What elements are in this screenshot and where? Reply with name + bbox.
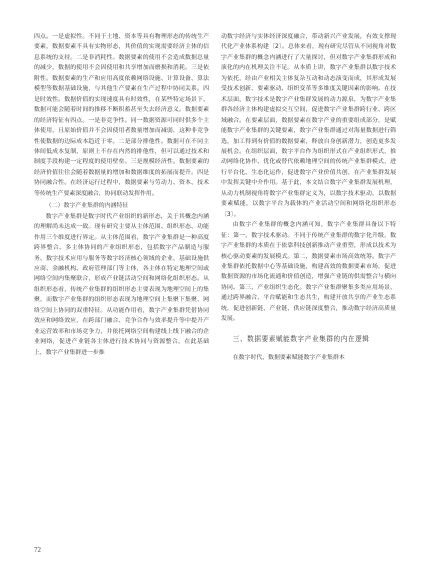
page-number: 72 [34, 546, 41, 554]
body-paragraph: 四点。一是虚拟性。不同于土地、资本等具有物理形态的传统生产要素，数据要素不具有实物形态，其价值的实现需要经济主体的信息系统的支持。二是非消耗性。数据要素的使用不会造成数据总量的减少，数据的使用不会因使用和共享增加而磨损和消耗。三是依附性。数据要素的生产和应用高度依赖网络设施、计算设备、算法模型等数据基础设施，与其他生产要素在生产过程中协同关系。四是时效性。数据价值的实现速度具有时效性，在某些特定场景下，数据可能会随着时间的推移不断积蓄甚至失去经济意义。数据要素的经济特征有四点。一是非竞争性。同一数据资源可同时供多个主体使用，且原始价值并不会因使用者数量增加而减弱，这种非竞争性使数据的边际成本趋近于零。二是部分排他性。数据可在不同主体间低成本复制，原则上不存在内然的排他性，但可以通过技术和制度手段构建一定程度的使用壁垒。三是规模经济性。数据要素的经济价值往往会随着数据量的增加和数据维度的拓展而提升。四是协同融合性。在经济运行过程中，数据要素与劳动力、资本、技术等传统生产要素深度融合，协同联动发挥作用。 [34, 34, 209, 197]
section-heading: 三、数据要素赋能数字产业集群的内在逻辑 [232, 334, 370, 343]
body-paragraph: 由数字产业集群的概念内涵可知，数字产业集群具备以下特征：第一，数字技术驱动。不同于传统产业集群的数字化升级，数字产业集群的本质在于依靠科技创新推动产业重塑，形成以技术为核心驱动要素的发展模式。第二，数据要素市场高效统筹。数字产业集群依托数据中心等基础设施，构建高效的数据要素市场，促进数据资源的市场化流通和价值创造，增强产业链的供需整合与横向协同。第三，产业组织生态化。数字产业集群聚集多类应用场景，通过跨界融合、平台赋能和生态共生，构建开放共享的产业生态系统，促进创新链、产业链、供应链深度整合，推动数字经济高质量发展。 [221, 222, 396, 323]
right-column [221, 32, 396, 363]
subsection-heading: （二）数字产业集群的内涵特征 [45, 203, 129, 210]
body-paragraph: 在数字时代，数据要素赋能数字产业集群本 [232, 354, 345, 361]
body-paragraph: 数字产业集群是数字时代产业组织的新形态，关于其概念内涵的理解尚未达成一致。现有研究主要从主体范围、组织形态、功能作用三个维度进行界定。从主体范围看，数字产业集群是一种高度跨界整合、多主体协同的产业组织形态，包括数字产品制造与服务、数字技术应用与服务等数字经济核心领域的企业、基础设施供应商、金融机构、政府管理部门等主体，各主体在特定地理空间或网络空间内集聚联合，形成产业链活动空间和网络化组织形态。从组织形态看，传统产业集群的组织形态主要表现为地理空间上的集聚，而数字产业集群的组织形态表现为地理空间上集聚下集聚、网络空间上协同的双重特征。从功能作用看，数字产业集群凭借协同效应和网络效应，在跨部门融合、竞争合作与效率提升等中提升产业运营效率和市场竞争力，并依托网络空间构建线上线下融合的企业网络，促进产业链各主体进行技术协同与资源整合，在此基础上，数字产业集群进一步推 [34, 213, 209, 356]
body-paragraph: 动数字经济与实体经济深度融合，带动新兴产业发展，有效支撑现代化产业体系构建〔2〕。总体来看，现有研究尽管从不同视角对数字产业集群的概念内涵进行了大量探讨，但对数字产业集群形成和演化的内在机理关注不足。从本质上讲，数字产业集群以数字技术为依托，经由产业相关主体复杂互动和动态演变而成，其形成发展受技术创新、要素驱动、组织变革等多维度关键因素的影响。在技术层面，数字技术是数字产业集群发展的动力源泉，为数字产业集群各经济主体构建虚拟交互空间，促进数字产业集群跨行业、跨区域融合。在要素层面，数据要素在数字产业的重要组成部分，是赋能数字产业集群的关键要素，数字产业集群通过对海量数据进行筛选，加工得到有价值的数据要素，释放自身创新潜力，创造更多发展机会。在组织层面，数字平台作为组织形式在产业组织形式，推动网络化协作、优化或替代依赖地理空间的传统产业集群模式，进行平台化、生态化运作，促进数字产业价值共创，在产业集群发展中发挥关键中介作用。基于此，本文结合数字产业集群发展机理，从动力机制视角将数字产业集群定义为，以数字技术驱动，以数据要素赋能，以数字平台为载体的产业活动空间和网络化组织形态〔3〕。 [221, 34, 396, 218]
left-column [34, 32, 209, 358]
